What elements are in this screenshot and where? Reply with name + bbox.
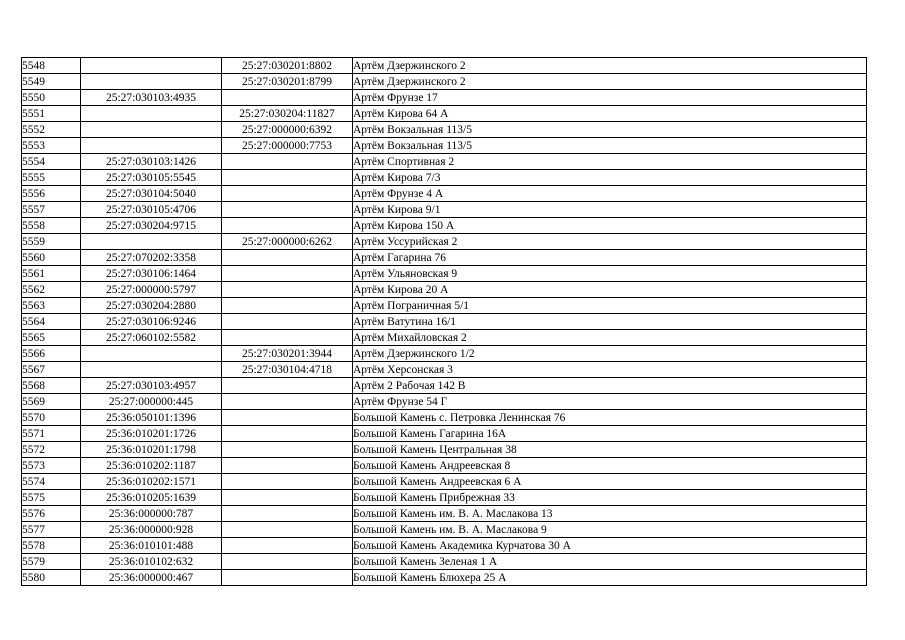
cadastral-number-cell [81, 122, 222, 138]
row-number-cell: 5552 [22, 122, 81, 138]
table-row [22, 570, 867, 586]
address-cell: Артём Кирова 9/1 [353, 202, 867, 218]
cadastral-number-cell: 25:27:030106:1464 [81, 266, 222, 282]
cadastral-number-alt-cell [222, 506, 353, 522]
cadastral-number-cell: 25:27:060102:5582 [81, 330, 222, 346]
cadastral-number-cell: 25:36:010202:1187 [81, 458, 222, 474]
row-number-cell: 5566 [22, 346, 81, 362]
address-cell: Артём Кирова 7/3 [353, 170, 867, 186]
row-number-cell: 5573 [22, 458, 81, 474]
cadastral-number-alt-cell: 25:27:030201:8802 [222, 58, 353, 74]
row-number-cell: 5551 [22, 106, 81, 122]
row-number-cell: 5557 [22, 202, 81, 218]
row-number-cell: 5553 [22, 138, 81, 154]
cadastral-number-cell: 25:27:030103:4935 [81, 90, 222, 106]
cadastral-number-alt-cell [222, 570, 353, 586]
cadastral-number-alt-cell [222, 170, 353, 186]
address-cell: Артём Ватутина 16/1 [353, 314, 867, 330]
table-row [22, 186, 867, 202]
table-row [22, 170, 867, 186]
table-row [22, 458, 867, 474]
cadastral-number-alt-cell [222, 474, 353, 490]
row-number-cell: 5574 [22, 474, 81, 490]
cadastral-number-alt-cell [222, 250, 353, 266]
table-row [22, 426, 867, 442]
cadastral-number-cell: 25:36:000000:467 [81, 570, 222, 586]
row-number-cell: 5562 [22, 282, 81, 298]
address-cell: Артём Уссурийская 2 [353, 234, 867, 250]
row-number-cell: 5579 [22, 554, 81, 570]
table-row [22, 506, 867, 522]
table-row [22, 202, 867, 218]
address-cell: Артём Дзержинского 1/2 [353, 346, 867, 362]
row-number-cell: 5558 [22, 218, 81, 234]
cadastral-number-alt-cell [222, 218, 353, 234]
cadastral-number-cell: 25:36:010201:1726 [81, 426, 222, 442]
cadastral-number-alt-cell: 25:27:030104:4718 [222, 362, 353, 378]
row-number-cell: 5550 [22, 90, 81, 106]
address-cell: Артём Фрунзе 54 Г [353, 394, 867, 410]
cadastral-number-alt-cell: 25:27:000000:6392 [222, 122, 353, 138]
cadastral-number-cell: 25:36:050101:1396 [81, 410, 222, 426]
table-row [22, 298, 867, 314]
cadastral-number-alt-cell [222, 378, 353, 394]
table-row [22, 362, 867, 378]
cadastral-number-cell: 25:27:030105:5545 [81, 170, 222, 186]
address-cell: Артём Херсонская 3 [353, 362, 867, 378]
address-cell: Большой Камень им. В. А. Маслакова 9 [353, 522, 867, 538]
cadastral-number-cell: 25:36:010101:488 [81, 538, 222, 554]
row-number-cell: 5559 [22, 234, 81, 250]
cadastral-number-cell [81, 138, 222, 154]
cadastral-number-alt-cell [222, 282, 353, 298]
table-row [22, 282, 867, 298]
cadastral-number-alt-cell [222, 522, 353, 538]
address-cell: Артём Дзержинского 2 [353, 74, 867, 90]
table-row [22, 330, 867, 346]
cadastral-number-cell: 25:27:030103:1426 [81, 154, 222, 170]
cadastral-number-cell: 25:36:010201:1798 [81, 442, 222, 458]
address-cell: Большой Камень Блюхера 25 А [353, 570, 867, 586]
address-cell: Артём Вокзальная 113/5 [353, 122, 867, 138]
address-cell: Большой Камень Андреевская 6 А [353, 474, 867, 490]
cadastral-number-cell: 25:27:030106:9246 [81, 314, 222, 330]
row-number-cell: 5571 [22, 426, 81, 442]
cadastral-number-alt-cell [222, 330, 353, 346]
cadastral-number-cell [81, 346, 222, 362]
table-row [22, 538, 867, 554]
cadastral-number-cell: 25:27:070202:3358 [81, 250, 222, 266]
row-number-cell: 5567 [22, 362, 81, 378]
row-number-cell: 5560 [22, 250, 81, 266]
cadastral-number-alt-cell [222, 154, 353, 170]
cadastral-number-alt-cell: 25:27:030204:11827 [222, 106, 353, 122]
row-number-cell: 5561 [22, 266, 81, 282]
cadastral-number-cell: 25:36:000000:928 [81, 522, 222, 538]
cadastral-number-alt-cell [222, 538, 353, 554]
cadastral-number-cell: 25:27:000000:5797 [81, 282, 222, 298]
address-cell: Большой Камень Зеленая 1 А [353, 554, 867, 570]
cadastral-number-alt-cell [222, 186, 353, 202]
table-row [22, 378, 867, 394]
registry-table [21, 57, 867, 586]
table-row [22, 58, 867, 74]
row-number-cell: 5576 [22, 506, 81, 522]
address-cell: Большой Камень Андреевская 8 [353, 458, 867, 474]
address-cell: Большой Камень им. В. А. Маслакова 13 [353, 506, 867, 522]
row-number-cell: 5570 [22, 410, 81, 426]
table-row [22, 138, 867, 154]
cadastral-number-cell: 25:36:010205:1639 [81, 490, 222, 506]
address-cell: Артём Гагарина 76 [353, 250, 867, 266]
address-cell: Артём Ульяновская 9 [353, 266, 867, 282]
address-cell: Большой Камень Центральная 38 [353, 442, 867, 458]
row-number-cell: 5555 [22, 170, 81, 186]
table-row [22, 74, 867, 90]
cadastral-number-cell [81, 58, 222, 74]
cadastral-number-cell: 25:27:030204:9715 [81, 218, 222, 234]
table-row [22, 234, 867, 250]
table-row [22, 250, 867, 266]
table-row [22, 346, 867, 362]
table-row [22, 410, 867, 426]
address-cell: Артём 2 Рабочая 142 В [353, 378, 867, 394]
address-cell: Артём Михайловская 2 [353, 330, 867, 346]
row-number-cell: 5578 [22, 538, 81, 554]
table-row [22, 490, 867, 506]
row-number-cell: 5569 [22, 394, 81, 410]
address-cell: Большой Камень Гагарина 16А [353, 426, 867, 442]
cadastral-number-alt-cell [222, 458, 353, 474]
address-cell: Большой Камень Академика Курчатова 30 А [353, 538, 867, 554]
row-number-cell: 5563 [22, 298, 81, 314]
row-number-cell: 5575 [22, 490, 81, 506]
address-cell: Артём Пограничная 5/1 [353, 298, 867, 314]
row-number-cell: 5565 [22, 330, 81, 346]
cadastral-number-alt-cell: 25:27:000000:7753 [222, 138, 353, 154]
cadastral-number-cell [81, 74, 222, 90]
cadastral-number-alt-cell [222, 314, 353, 330]
cadastral-number-cell [81, 362, 222, 378]
table-row [22, 218, 867, 234]
cadastral-number-alt-cell [222, 266, 353, 282]
cadastral-number-alt-cell [222, 442, 353, 458]
cadastral-number-alt-cell [222, 490, 353, 506]
row-number-cell: 5549 [22, 74, 81, 90]
table-row [22, 442, 867, 458]
address-cell: Артём Дзержинского 2 [353, 58, 867, 74]
cadastral-number-cell: 25:36:000000:787 [81, 506, 222, 522]
row-number-cell: 5564 [22, 314, 81, 330]
cadastral-number-cell: 25:27:030104:5040 [81, 186, 222, 202]
cadastral-number-cell: 25:27:030103:4957 [81, 378, 222, 394]
address-cell: Артём Спортивная 2 [353, 154, 867, 170]
cadastral-number-alt-cell [222, 394, 353, 410]
cadastral-number-alt-cell [222, 90, 353, 106]
table-row [22, 266, 867, 282]
row-number-cell: 5577 [22, 522, 81, 538]
row-number-cell: 5556 [22, 186, 81, 202]
cadastral-number-cell: 25:36:010202:1571 [81, 474, 222, 490]
table-row [22, 154, 867, 170]
cadastral-number-alt-cell [222, 410, 353, 426]
address-cell: Артём Кирова 150 А [353, 218, 867, 234]
address-cell: Артём Фрунзе 17 [353, 90, 867, 106]
address-cell: Большой Камень Прибрежная 33 [353, 490, 867, 506]
table-row [22, 474, 867, 490]
address-cell: Артём Фрунзе 4 А [353, 186, 867, 202]
row-number-cell: 5548 [22, 58, 81, 74]
cadastral-number-cell: 25:27:030105:4706 [81, 202, 222, 218]
cadastral-number-alt-cell [222, 426, 353, 442]
cadastral-number-alt-cell: 25:27:030201:8799 [222, 74, 353, 90]
cadastral-number-alt-cell: 25:27:030201:3944 [222, 346, 353, 362]
table-row [22, 106, 867, 122]
table-row [22, 394, 867, 410]
row-number-cell: 5554 [22, 154, 81, 170]
table-row [22, 90, 867, 106]
cadastral-number-alt-cell [222, 202, 353, 218]
cadastral-number-cell: 25:27:030204:2880 [81, 298, 222, 314]
cadastral-number-cell [81, 234, 222, 250]
cadastral-number-cell [81, 106, 222, 122]
cadastral-number-cell: 25:27:000000:445 [81, 394, 222, 410]
address-cell: Артём Вокзальная 113/5 [353, 138, 867, 154]
cadastral-number-alt-cell [222, 298, 353, 314]
address-cell: Артём Кирова 64 А [353, 106, 867, 122]
cadastral-number-alt-cell [222, 554, 353, 570]
address-cell: Большой Камень с. Петровка Ленинская 76 [353, 410, 867, 426]
cadastral-number-alt-cell: 25:27:000000:6262 [222, 234, 353, 250]
table-row [22, 522, 867, 538]
address-cell: Артём Кирова 20 А [353, 282, 867, 298]
row-number-cell: 5580 [22, 570, 81, 586]
registry-table-body [22, 58, 867, 586]
cadastral-number-cell: 25:36:010102:632 [81, 554, 222, 570]
table-row [22, 554, 867, 570]
row-number-cell: 5568 [22, 378, 81, 394]
table-row [22, 314, 867, 330]
table-row [22, 122, 867, 138]
row-number-cell: 5572 [22, 442, 81, 458]
